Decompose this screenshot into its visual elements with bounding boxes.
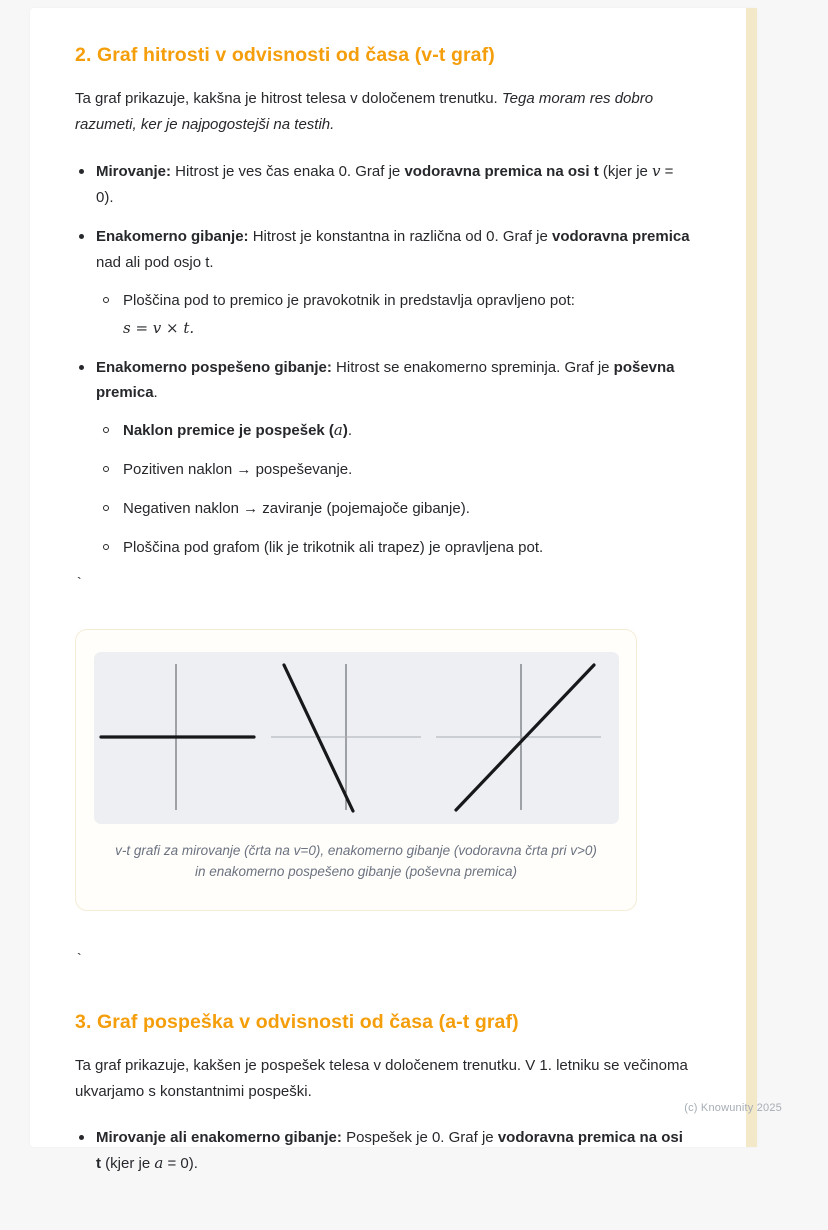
sub-bullet-text: . xyxy=(347,422,353,440)
bullet-text: = 0). xyxy=(163,1155,198,1173)
stray-backtick-1: ` xyxy=(77,574,82,591)
bullet-lead: Enakomerno gibanje: xyxy=(96,227,249,245)
bullet-text: Hitrost se enakomerno spreminja. Graf je xyxy=(331,358,614,376)
bullet-lead: Mirovanje: xyxy=(96,162,172,180)
bullet-text: = 0). xyxy=(96,162,674,206)
bullet-text: Hitrost je konstantna in različna od 0. Graf je xyxy=(248,227,553,245)
bullet-text: (kjer je xyxy=(101,1155,155,1173)
section-2-list xyxy=(75,159,690,561)
sub-bullet-text: Negativen naklon → zaviranje (pojemajoče gibanje). xyxy=(123,500,470,518)
page-content xyxy=(30,8,757,1230)
sublist-enakomerno xyxy=(103,288,690,342)
list-item-mirovanje xyxy=(75,159,690,211)
section-3-list xyxy=(75,1125,690,1177)
bullet-bold: vodoravna premica na osi t xyxy=(96,1129,683,1173)
section-3-intro: Ta graf prikazuje, kakšen je pospešek telesa v določenem trenutku. V 1. letniku se večinoma ukvarjamo s konstantnimi pospeški. xyxy=(75,1056,688,1100)
bullet-bold: vodoravna premica xyxy=(552,227,690,245)
section-2-intro xyxy=(75,86,690,138)
document-page xyxy=(30,8,757,1173)
bullet-text: Pospešek je 0. Graf je xyxy=(341,1129,498,1147)
math-symbol-a: a xyxy=(333,421,343,440)
formula-s-v-t: s = v × t. xyxy=(123,318,195,337)
vt-graphs-figure xyxy=(75,629,637,911)
math-symbol-v: v xyxy=(652,161,661,180)
sub-bullet-bold: ) xyxy=(342,422,348,440)
sublist-item-negativen xyxy=(103,496,690,522)
section-2-heading: 2. Graf hitrosti v odvisnosti od časa (v-t graf) xyxy=(75,44,495,66)
list-item-mirovanje-ali-enakomerno xyxy=(75,1125,690,1177)
sublist-item-naklon xyxy=(103,418,690,444)
page-edge-accent-strip xyxy=(746,8,757,1147)
graph-panel xyxy=(94,652,619,824)
bullet-text: . xyxy=(153,384,158,402)
sublist-pospeseno xyxy=(103,418,690,561)
sublist-item-pozitiven xyxy=(103,457,690,483)
list-item-pospeseno-gibanje xyxy=(75,355,690,562)
vt-graphs-svg xyxy=(94,652,619,824)
bullet-text: nad ali pod osjo t. xyxy=(96,253,214,271)
sublist-item-ploscina xyxy=(103,288,690,342)
sublist-item-ploscina-graf xyxy=(103,535,690,561)
intro-note-italic: Tega moram res dobro razumeti, ker je najpogostejši na testih. xyxy=(75,90,654,133)
graph2-descending-line xyxy=(284,665,353,811)
bullet-text: Hitrost je ves čas enaka 0. Graf je xyxy=(171,162,405,180)
bullet-bold: vodoravna premica na osi t xyxy=(404,162,599,180)
watermark: (c) Knowunity 2025 xyxy=(684,1102,782,1114)
math-symbol-a: a xyxy=(154,1154,164,1173)
sub-bullet-text: Pozitiven naklon → pospeševanje. xyxy=(123,461,353,479)
sub-bullet-bold: Naklon premice je pospešek ( xyxy=(123,422,334,440)
bullet-bold: poševna premica xyxy=(96,358,675,402)
bullet-lead: Enakomerno pospešeno gibanje: xyxy=(96,358,332,376)
sub-bullet-text: Ploščina pod grafom (lik je trikotnik ali trapez) je opravljena pot. xyxy=(123,539,544,557)
intro-text: Ta graf prikazuje, kakšna je hitrost telesa v določenem trenutku. xyxy=(75,90,502,107)
bullet-lead: Mirovanje ali enakomerno gibanje: xyxy=(96,1129,342,1147)
section-3-heading: 3. Graf pospeška v odvisnosti od časa (a-t graf) xyxy=(75,1010,519,1033)
list-item-enakomerno-gibanje xyxy=(75,224,690,342)
sub-bullet-text: Ploščina pod to premico je pravokotnik in predstavlja opravljeno pot: xyxy=(123,291,575,309)
bullet-text: (kjer je xyxy=(598,162,653,180)
stray-backtick-2: ` xyxy=(77,949,82,966)
figure-caption: v-t grafi za mirovanje (črta na v=0), enakomerno gibanje (vodoravna črta pri v>0) in enakomerno pospešeno gibanje (poševna premica) xyxy=(115,842,597,879)
